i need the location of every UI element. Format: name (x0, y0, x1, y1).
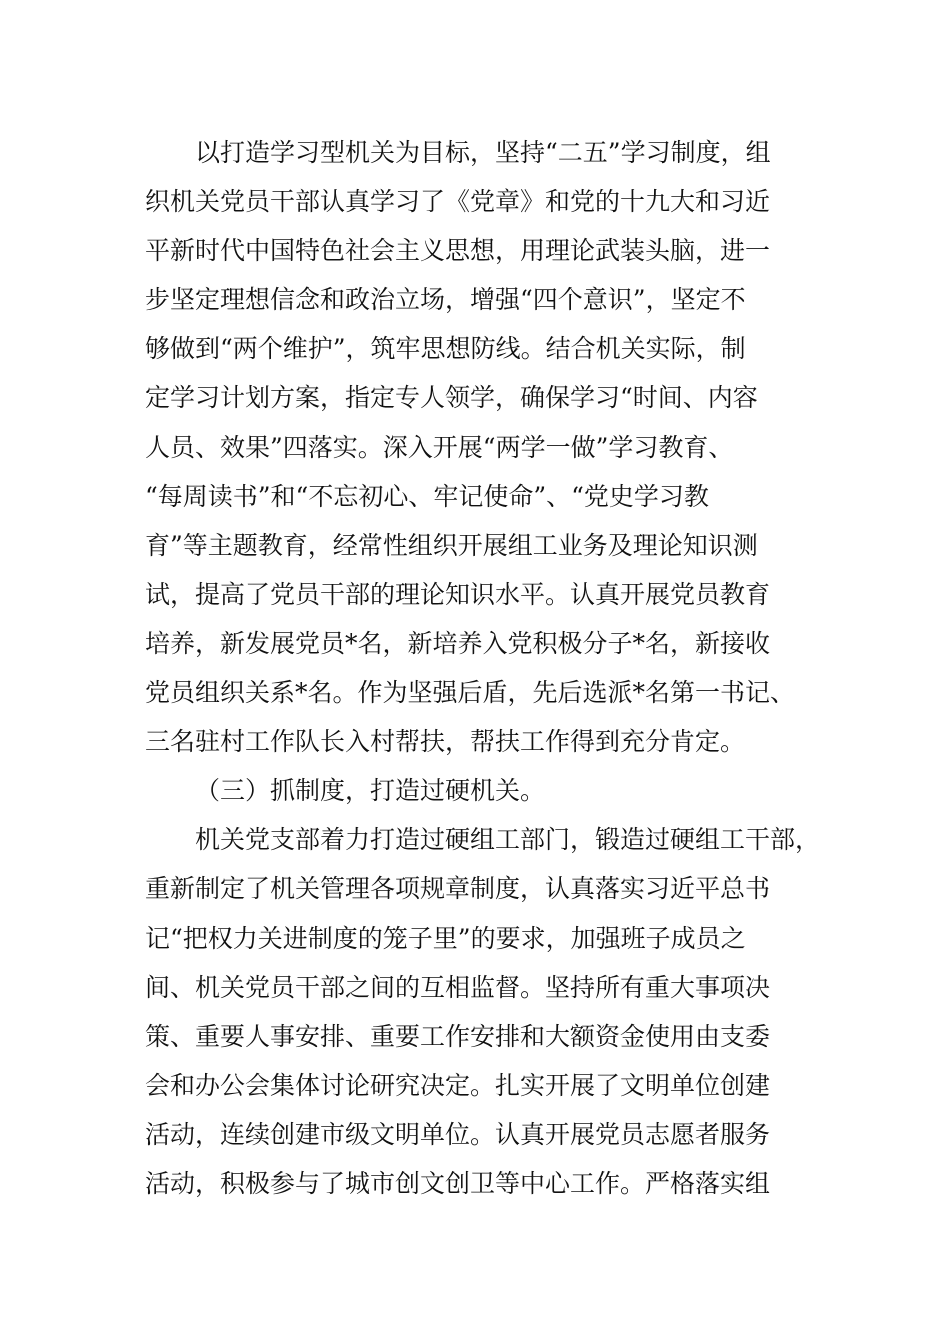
paragraph-1-line-12: 党员组织关系*名。作为坚强后盾，先后选派*名第一书记、 (145, 678, 796, 708)
paragraph-1-line-13: 三名驻村工作队长入村帮扶，帮扶工作得到充分肯定。 (145, 727, 746, 757)
paragraph-2-line-7: 活动，连续创建市级文明单位。认真开展党员志愿者服务 (145, 1119, 771, 1149)
paragraph-1-line-6: 定学习计划方案，指定专人领学，确保学习“时间、内容 (145, 383, 758, 413)
paragraph-1-line-1: 以打造学习型机关为目标，坚持“二五”学习制度，组 (195, 138, 771, 167)
paragraph-1-line-7: 人员、效果”四落实。深入开展“两学一做”学习教育、 (145, 432, 734, 462)
paragraph-1-line-10: 试，提高了党员干部的理论知识水平。认真开展党员教育 (145, 579, 771, 609)
paragraph-1-line-2: 织机关党员干部认真学习了《党章》和党的十九大和习近 (145, 187, 771, 217)
paragraph-1-line-3: 平新时代中国特色社会主义思想，用理论武装头脑，进一 (145, 236, 771, 266)
paragraph-2-line-8: 活动，积极参与了城市创文创卫等中心工作。严格落实组 (145, 1168, 771, 1198)
paragraph-1-line-9: 育”等主题教育，经常性组织开展组工业务及理论知识测 (145, 530, 758, 560)
paragraph-2-line-6: 会和办公会集体讨论研究决定。扎实开展了文明单位创建 (145, 1070, 771, 1100)
paragraph-1-line-5: 够做到“两个维护”，筑牢思想防线。结合机关实际，制 (145, 334, 746, 364)
section-heading-3: （三）抓制度，打造过硬机关。 (195, 776, 546, 806)
paragraph-2-line-5: 策、重要人事安排、重要工作安排和大额资金使用由支委 (145, 1021, 771, 1051)
paragraph-1-line-4: 步坚定理想信念和政治立场，增强“四个意识”，坚定不 (145, 285, 746, 315)
paragraph-2-line-1: 机关党支部着力打造过硬组工部门，锻造过硬组工干部， (195, 825, 821, 855)
document-body (145, 128, 835, 1208)
paragraph-2-line-4: 间、机关党员干部之间的互相监督。坚持所有重大事项决 (145, 972, 771, 1002)
paragraph-2-line-3: 记“把权力关进制度的笼子里”的要求，加强班子成员之 (145, 923, 746, 953)
paragraph-1-line-11: 培养，新发展党员*名，新培养入党积极分子*名，新接收 (145, 628, 771, 658)
paragraph-2-line-2: 重新制定了机关管理各项规章制度，认真落实习近平总书 (145, 874, 771, 904)
paragraph-1-line-8: “每周读书”和“不忘初心、牢记使命”、“党史学习教 (145, 481, 709, 511)
